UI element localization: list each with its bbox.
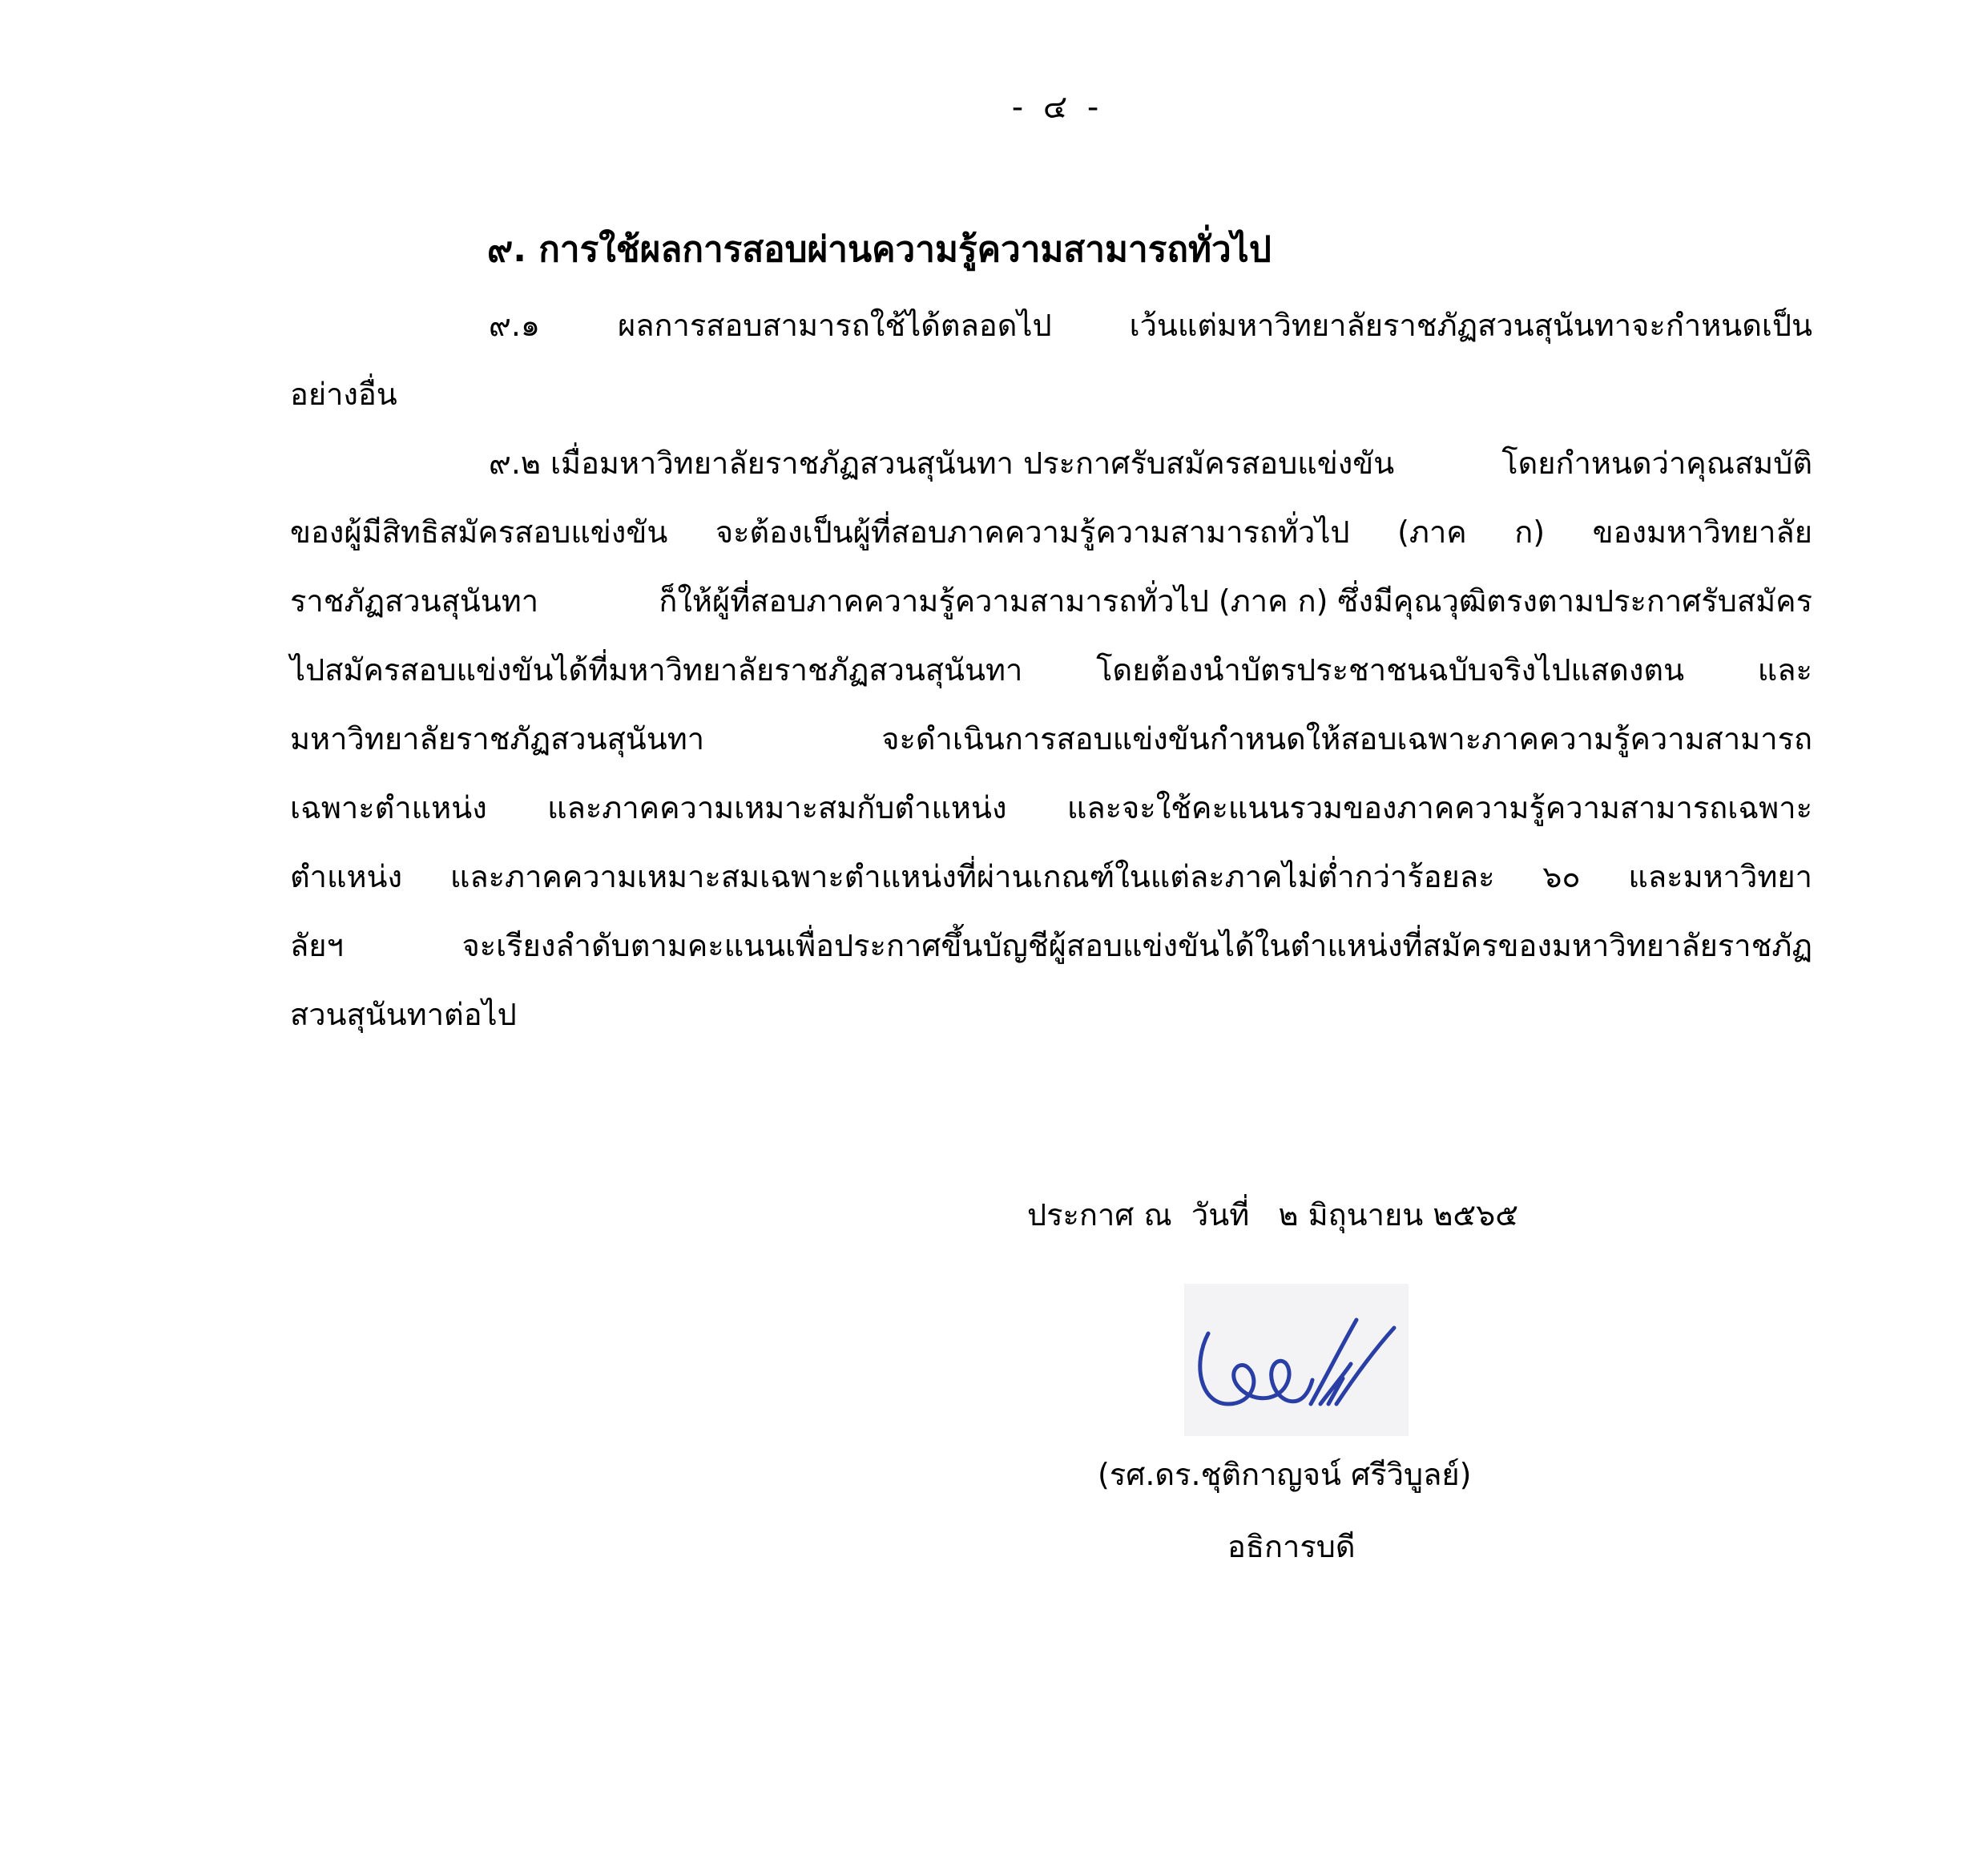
paragraph-segment: ผลการสอบสามารถใช้ได้ตลอดไป: [618, 308, 1052, 343]
paragraph-segment: ก็ให้ผู้ที่สอบภาคความรู้ความสามารถทั่วไป (ภาค ก) ซึ่งมีคุณวุฒิตรงตามประกาศรับสมัคร: [659, 583, 1812, 619]
paragraph-segment: จะต้องเป็นผู้ที่สอบภาคความรู้ความสามารถทั่วไป: [715, 514, 1350, 550]
paragraph-segment: และจะใช้คะแนนรวมของภาคความรู้ความสามารถเฉพาะ: [1066, 790, 1812, 825]
paragraph-line: [290, 776, 1812, 840]
paragraph-segment: อย่างอื่น: [290, 377, 397, 412]
paragraph-segment: ราชภัฏสวนสุนันทา: [290, 583, 539, 619]
paragraph-segment: ๙.๑: [489, 308, 541, 343]
signer-name: (รศ.ดร.ชุติกาญจน์ ศรีวิบูลย์): [1098, 1457, 1472, 1492]
section-heading: ๙. การใช้ผลการสอบผ่านความรู้ความสามารถทั่วไป: [487, 229, 1272, 270]
paragraph-segment: และภาคความเหมาะสมกับตำแหน่ง: [547, 790, 1007, 825]
paragraph-line: [290, 569, 1812, 633]
paragraph-segment: และภาคความเหมาะสมเฉพาะตำแหน่งที่ผ่านเกณฑ์ในแต่ละภาคไม่ต่ำกว่าร้อยละ: [449, 859, 1495, 894]
paragraph-line: [290, 845, 1812, 909]
paragraph-segment: ลัยฯ: [290, 928, 344, 963]
paragraph-segment: (ภาค: [1397, 514, 1467, 550]
paragraph-segment: เฉพาะตำแหน่ง: [290, 790, 487, 825]
paragraph-segment: จะเรียงลำดับตามคะแนนเพื่อประกาศขึ้นบัญชีผู้สอบแข่งขันได้ในตำแหน่งที่สมัครของมหาวิทยาลัยราชภัฏ: [461, 928, 1812, 963]
announcement-date: ประกาศ ณ วันที่ ๒ มิถุนายน ๒๕๖๕: [1027, 1197, 1519, 1233]
paragraph-segment: เว้นแต่มหาวิทยาลัยราชภัฏสวนสุนันทาจะกำหนดเป็น: [1129, 308, 1812, 343]
signer-title: อธิการบดี: [1227, 1529, 1356, 1564]
paragraph-segment: ก): [1514, 514, 1546, 550]
paragraph-line: [290, 638, 1812, 702]
paragraph-line: [489, 431, 1812, 495]
paragraph-segment: ๙.๒ เมื่อมหาวิทยาลัยราชภัฏสวนสุนันทา ประกาศรับสมัครสอบแข่งขัน: [489, 446, 1395, 481]
paragraph-segment: ของผู้มีสิทธิสมัครสอบแข่งขัน: [290, 514, 668, 550]
paragraph-segment: ตำแหน่ง: [290, 859, 403, 894]
paragraph-segment: จะดำเนินการสอบแข่งขันกำหนดให้สอบเฉพาะภาคความรู้ความสามารถ: [881, 721, 1812, 756]
paragraph-line: [290, 707, 1812, 771]
paragraph-segment: สวนสุนันทาต่อไป: [290, 997, 517, 1032]
signature-image: [1184, 1284, 1409, 1436]
paragraph-segment: ของมหาวิทยาลัย: [1592, 514, 1812, 550]
paragraph-segment: โดยกำหนดว่าคุณสมบัติ: [1501, 446, 1812, 481]
page-number: - ๔ -: [1011, 89, 1104, 126]
paragraph-segment: โดยต้องนำบัตรประชาชนฉบับจริงไปแสดงตน: [1096, 652, 1685, 688]
paragraph-line: [290, 362, 1812, 426]
paragraph-line: [290, 914, 1812, 978]
paragraph-segment: ไปสมัครสอบแข่งขันได้ที่มหาวิทยาลัยราชภัฏสวนสุนันทา: [290, 652, 1023, 688]
paragraph-line: [290, 982, 1812, 1047]
paragraph-segment: มหาวิทยาลัยราชภัฏสวนสุนันทา: [290, 721, 705, 756]
paragraph-line: [489, 293, 1812, 357]
paragraph-line: [290, 500, 1812, 564]
paragraph-segment: ๖๐: [1542, 859, 1581, 894]
paragraph-segment: และมหาวิทยา: [1628, 859, 1812, 894]
signature-scribble: [1184, 1284, 1409, 1436]
paragraph-segment: และ: [1757, 652, 1812, 688]
